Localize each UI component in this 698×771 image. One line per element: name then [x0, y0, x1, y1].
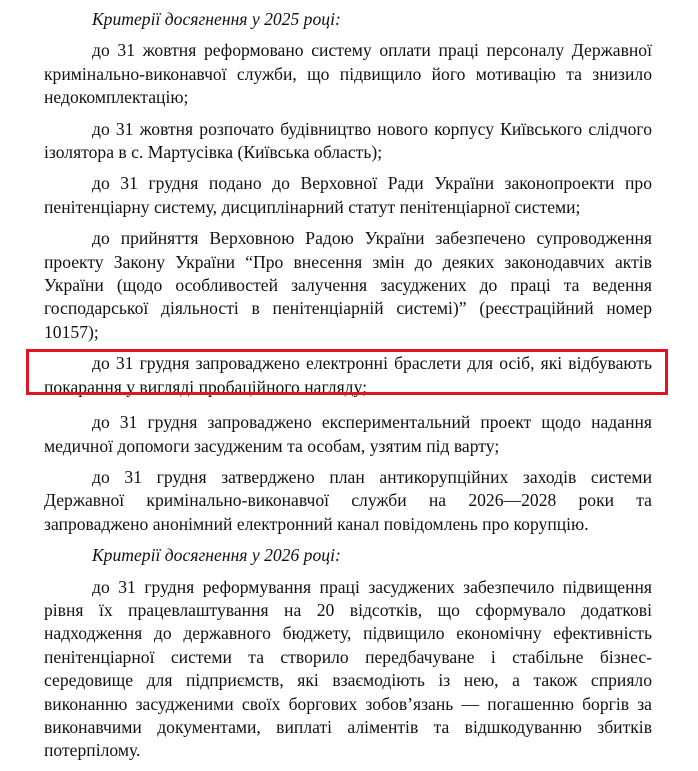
criterion-paragraph: до 31 жовтня розпочато будівництво нового корпусу Київського слідчого ізолятора в с. Мартусівка (Київська область); [44, 118, 652, 163]
criterion-paragraph: до 31 грудня запроваджено експериментальний проект щодо надання медичної допомоги засудженим та особам, узятим під варту; [44, 412, 652, 456]
criterion-paragraph: до 31 жовтня реформовано систему оплати праці персоналу Державної кримінально-виконавчої служби, що підвищило його мотивацію та знизило недокомплектацію; [44, 40, 652, 108]
criterion-paragraph: до 31 грудня затверджено план антикорупційних заходів системи Державної кримінально-виконавчої служби на 2026—2028 роки та запроваджено анонімний електронний канал повідомлень про корупцію. [44, 466, 652, 534]
criterion-paragraph: до 31 грудня подано до Верховної Ради України законопроекти про пенітенціарну систему, дисциплінарний статут пенітенціарної системи; [44, 173, 652, 217]
section-heading-2026: Критерії досягнення у 2026 році: [92, 545, 341, 566]
section-heading-2025: Критерії досягнення у 2025 році: [92, 9, 341, 29]
highlighted-criterion [44, 352, 652, 399]
criterion-paragraph: до 31 грудня реформування праці засуджених забезпечило підвищення рівня їх працевлаштування на 20 відсотків, що сформувало додаткові надходження до державного бюджету, підвищило економічну ефективність пенітенціарної системи та створило передбачуване і стабільне бізнес-середовище для підприємств, які взаємодіють із нею, а також сприяло виконанню засудженими своїх боргових зобов’язань — погашенню боргів за виконавчими документами, виплаті аліментів та відшкодуванню збитків потерпілому. [44, 576, 652, 761]
highlighted-paragraph: до 31 грудня запроваджено електронні браслети для осіб, які відбувають покарання у вигляді пробаційного нагляду; [44, 353, 652, 397]
document-page [44, 8, 652, 771]
criterion-paragraph: до прийняття Верховною Радою України забезпечено супроводження проекту Закону України “Про внесення змін до деяких законодавчих актів України (щодо особливостей залучення засуджених до праці та ведення господарської діяльності в пенітенціарній системі)” (реєстраційний номер 10157); [44, 228, 652, 342]
